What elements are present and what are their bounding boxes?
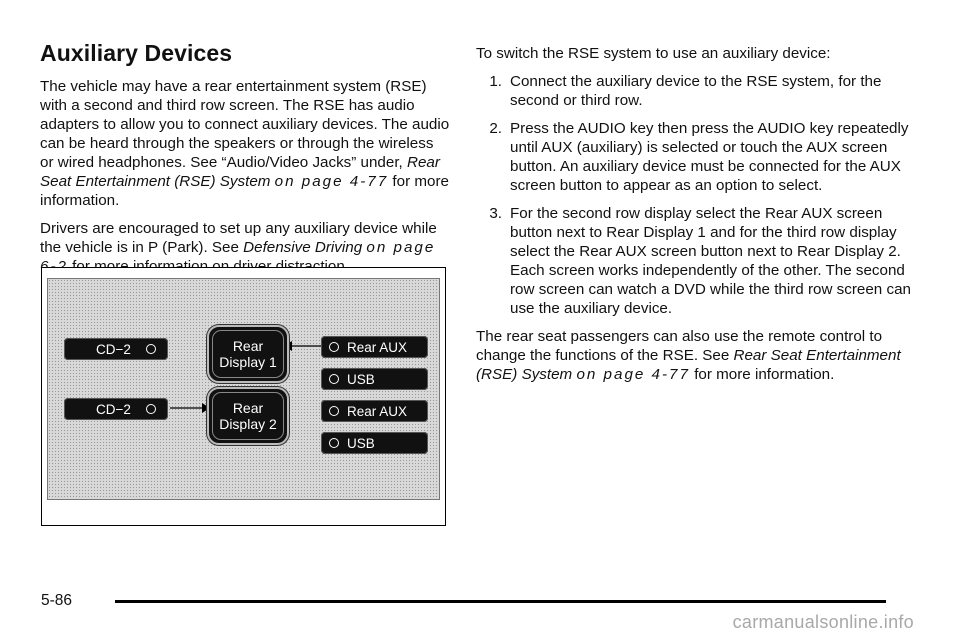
button-label: USB bbox=[347, 371, 375, 387]
paragraph-text: The rear seat passengers can also use the remote control to change the functions of the RSE. See bbox=[476, 328, 883, 364]
rear-aux-button-display-1[interactable] bbox=[321, 336, 428, 358]
indicator-ring-icon bbox=[146, 404, 156, 414]
step-text: Connect the auxiliary device to the RSE system, for the second or third row. bbox=[510, 73, 882, 109]
cross-reference-link[interactable]: Rear Seat Entertainment (RSE) System bbox=[40, 154, 440, 190]
watermark: carmanualsonline.info bbox=[732, 612, 914, 632]
rear-display-2-button[interactable] bbox=[207, 387, 289, 445]
list-item bbox=[476, 72, 916, 110]
rse-touchscreen bbox=[47, 278, 440, 500]
list-item bbox=[476, 119, 916, 195]
rse-screen-illustration bbox=[41, 267, 446, 526]
paragraph-remote-control bbox=[476, 327, 916, 384]
display-label-line2: Display 2 bbox=[219, 416, 277, 432]
button-label: CD−2 bbox=[96, 401, 131, 417]
rear-aux-button-display-2[interactable] bbox=[321, 400, 428, 422]
indicator-ring-icon bbox=[329, 406, 339, 416]
cross-reference-link[interactable]: Rear Seat Entertainment (RSE) System bbox=[476, 347, 901, 383]
button-label: Rear AUX bbox=[347, 339, 408, 355]
section-title: Auxiliary Devices bbox=[40, 40, 233, 66]
display-label-line1: Rear bbox=[232, 338, 264, 354]
footer-divider bbox=[115, 600, 886, 603]
indicator-ring-icon bbox=[329, 342, 339, 352]
step-number: 2. bbox=[489, 120, 502, 137]
cross-reference-link[interactable]: Defensive Driving bbox=[243, 239, 363, 256]
button-bevel bbox=[212, 392, 284, 440]
button-label: CD−2 bbox=[96, 341, 131, 357]
step-number: 1. bbox=[489, 73, 502, 90]
button-label: Rear AUX bbox=[347, 403, 408, 419]
indicator-ring-icon bbox=[146, 344, 156, 354]
indicator-ring-icon bbox=[329, 438, 339, 448]
step-text: For the second row display select the Rear AUX screen button next to Rear Display 1 and for the third row display select the Rear AUX screen button next to Rear Display 2. Each screen works independently of the other. The second row screen can watch a DVD while the third row screen can use the auxiliary device. bbox=[510, 205, 911, 317]
button-label: USB bbox=[347, 435, 375, 451]
paragraph-text-end: for more information. bbox=[40, 173, 449, 209]
cd2-button-row3[interactable] bbox=[64, 398, 168, 420]
step-text: Press the AUDIO key then press the AUDIO key repeatedly until AUX (auxiliary) is selected or touch the AUX screen button. An auxiliary device must be connected for the AUX screen button to appear as an option to select. bbox=[510, 120, 909, 194]
paragraph-rse-intro bbox=[40, 77, 450, 210]
button-bevel bbox=[212, 330, 284, 378]
page-number: 5-86 bbox=[41, 592, 73, 609]
right-column bbox=[476, 44, 916, 393]
list-item bbox=[476, 204, 916, 318]
cross-reference-page[interactable]: on page bbox=[366, 239, 436, 256]
steps-intro: To switch the RSE system to use an auxiliary device: bbox=[476, 45, 831, 62]
usb-button-display-2[interactable] bbox=[321, 432, 428, 454]
paragraph-text: Drivers are encouraged to set up any auxiliary device while the vehicle is in P (Park). See bbox=[40, 220, 437, 256]
paragraph-text-end: for more information. bbox=[689, 366, 835, 383]
indicator-ring-icon bbox=[329, 374, 339, 384]
left-column bbox=[40, 40, 450, 285]
cross-reference-page[interactable]: on page 4-77 bbox=[576, 366, 690, 383]
step-number: 3. bbox=[489, 205, 502, 222]
display-label-line1: Rear bbox=[232, 400, 264, 416]
paragraph-text: The vehicle may have a rear entertainment system (RSE) with a second and third row screen. The RSE has audio adapters to allow you to connect auxiliary devices. The audio can be heard through the speakers or through the wireless or wired headphones. See “Audio/Video Jacks” under, bbox=[40, 78, 450, 171]
usb-button-display-1[interactable] bbox=[321, 368, 428, 390]
steps-list bbox=[476, 72, 916, 318]
display-label-line2: Display 1 bbox=[219, 354, 277, 370]
rear-display-1-button[interactable] bbox=[207, 325, 289, 383]
cross-reference-page[interactable]: on page 4-77 bbox=[274, 173, 389, 190]
cd2-button-row2[interactable] bbox=[64, 338, 168, 360]
